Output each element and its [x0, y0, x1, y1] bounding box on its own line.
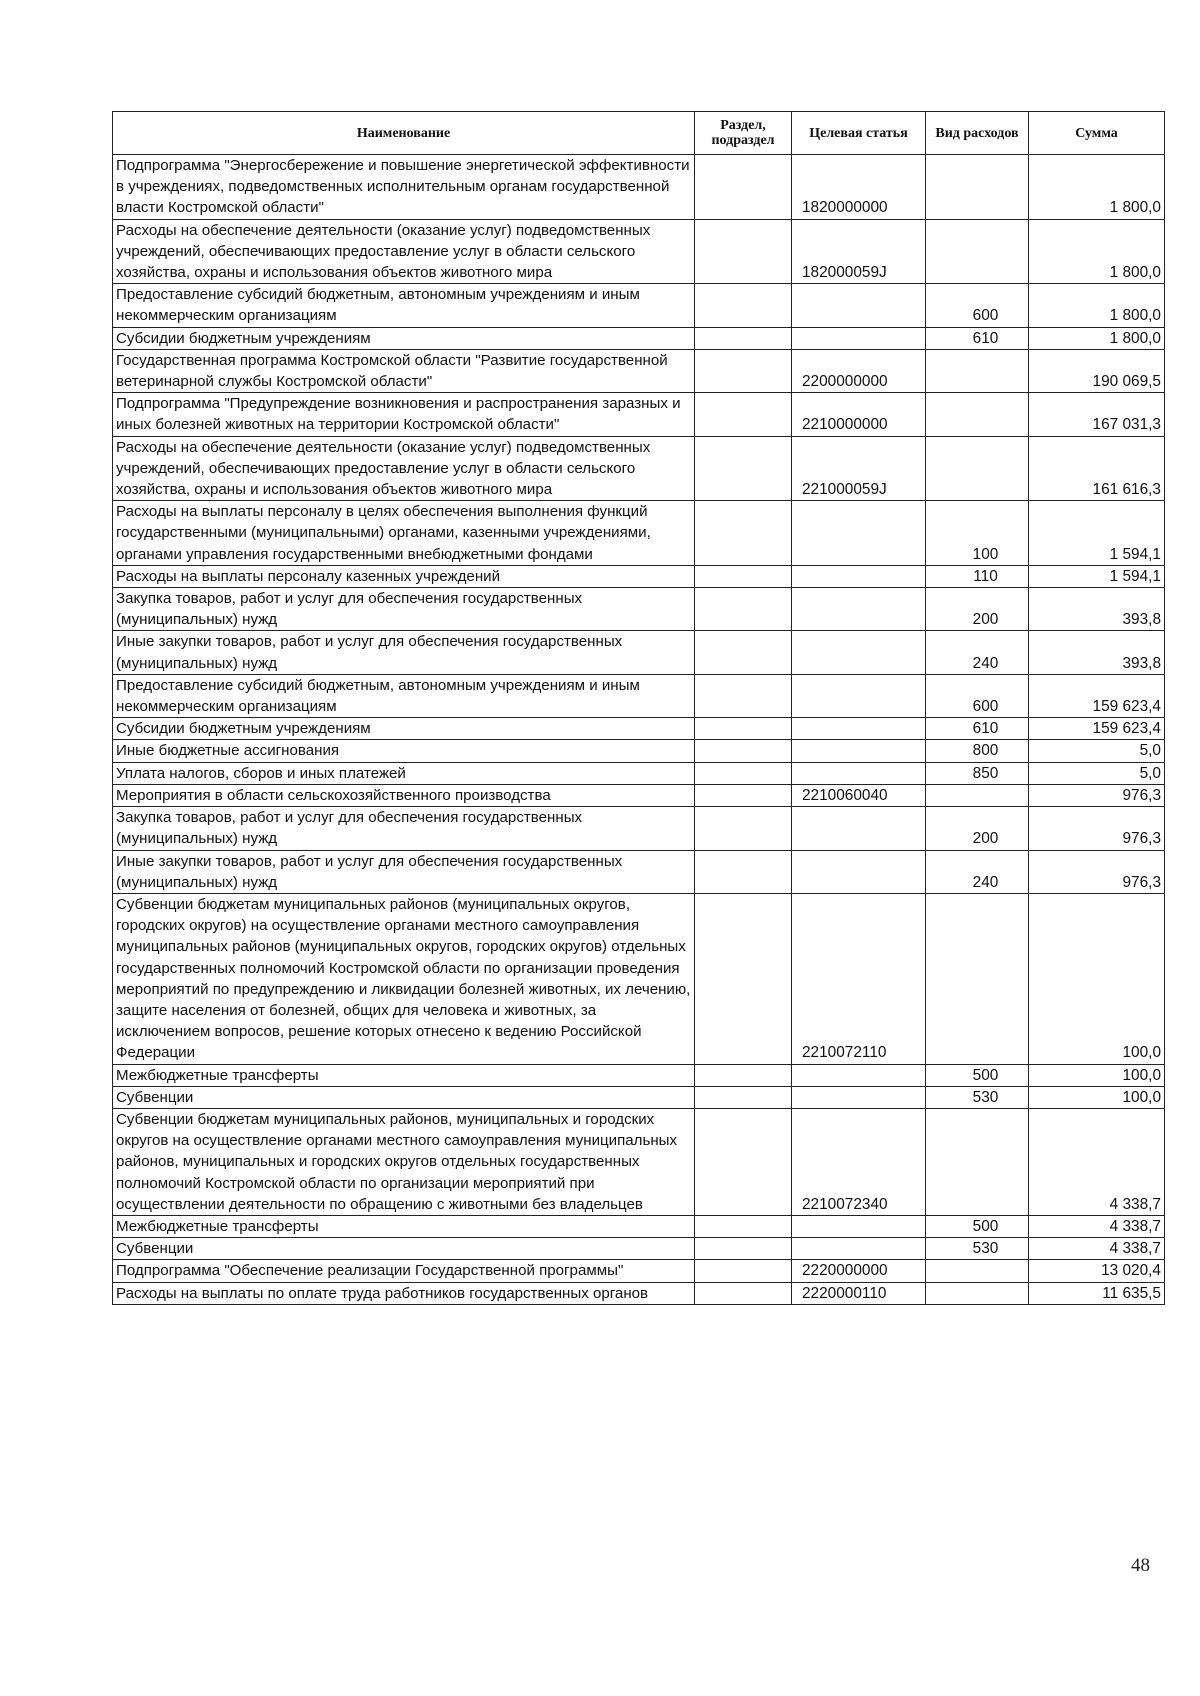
- table-row: [113, 588, 1165, 631]
- row-sum-cell: 100,0: [1029, 893, 1165, 1064]
- row-sum-cell: 1 594,1: [1029, 565, 1165, 587]
- table-header-row: [113, 112, 1165, 155]
- row-section-cell: [695, 284, 792, 327]
- table-row: [113, 850, 1165, 893]
- row-section-cell: [695, 850, 792, 893]
- row-section-cell: [695, 1086, 792, 1108]
- row-name-cell: Подпрограмма "Предупреждение возникновения и распространения заразных и иных болезней животных на территории Костромской области": [113, 393, 695, 436]
- row-sum-cell: 1 594,1: [1029, 501, 1165, 566]
- row-target-cell: [792, 501, 926, 566]
- row-sum-cell: 159 623,4: [1029, 718, 1165, 740]
- row-name-cell: Расходы на обеспечение деятельности (оказание услуг) подведомственных учреждений, обеспечивающих предоставление услуг в области сельского хозяйства, охраны и использования объектов животного мира: [113, 219, 695, 284]
- table-row: [113, 762, 1165, 784]
- page-number: 48: [1131, 1555, 1150, 1576]
- row-target-cell: 2210072340: [792, 1108, 926, 1215]
- row-sum-cell: 161 616,3: [1029, 436, 1165, 501]
- row-kind-cell: [926, 155, 1029, 220]
- row-kind-cell: [926, 1260, 1029, 1282]
- row-sum-cell: 4 338,7: [1029, 1108, 1165, 1215]
- row-sum-cell: 1 800,0: [1029, 155, 1165, 220]
- table-row: [113, 565, 1165, 587]
- row-kind-cell: 610: [926, 718, 1029, 740]
- row-kind-cell: [926, 349, 1029, 392]
- row-kind-cell: [926, 393, 1029, 436]
- row-kind-cell: [926, 219, 1029, 284]
- row-name-cell: Субвенции: [113, 1238, 695, 1260]
- row-sum-cell: 190 069,5: [1029, 349, 1165, 392]
- row-section-cell: [695, 1064, 792, 1086]
- table-row: [113, 1064, 1165, 1086]
- row-name-cell: Государственная программа Костромской области "Развитие государственной ветеринарной службы Костромской области": [113, 349, 695, 392]
- table-row: [113, 740, 1165, 762]
- table-row: [113, 893, 1165, 1064]
- row-name-cell: Иные бюджетные ассигнования: [113, 740, 695, 762]
- row-section-cell: [695, 631, 792, 674]
- row-section-cell: [695, 155, 792, 220]
- table-row: [113, 1086, 1165, 1108]
- row-kind-cell: 600: [926, 674, 1029, 717]
- row-name-cell: Уплата налогов, сборов и иных платежей: [113, 762, 695, 784]
- row-sum-cell: 4 338,7: [1029, 1215, 1165, 1237]
- row-section-cell: [695, 1282, 792, 1304]
- row-section-cell: [695, 893, 792, 1064]
- row-target-cell: [792, 631, 926, 674]
- row-kind-cell: 200: [926, 807, 1029, 850]
- table-row: [113, 349, 1165, 392]
- row-name-cell: Мероприятия в области сельскохозяйственного производства: [113, 784, 695, 806]
- row-target-cell: 1820000000: [792, 155, 926, 220]
- table-row: [113, 1238, 1165, 1260]
- row-kind-cell: 600: [926, 284, 1029, 327]
- row-name-cell: Иные закупки товаров, работ и услуг для обеспечения государственных (муниципальных) нужд: [113, 631, 695, 674]
- row-name-cell: Субсидии бюджетным учреждениям: [113, 327, 695, 349]
- row-kind-cell: 110: [926, 565, 1029, 587]
- row-kind-cell: 200: [926, 588, 1029, 631]
- row-target-cell: [792, 588, 926, 631]
- row-kind-cell: 530: [926, 1086, 1029, 1108]
- row-target-cell: [792, 1215, 926, 1237]
- row-name-cell: Иные закупки товаров, работ и услуг для обеспечения государственных (муниципальных) нужд: [113, 850, 695, 893]
- row-name-cell: Расходы на выплаты персоналу казенных учреждений: [113, 565, 695, 587]
- row-section-cell: [695, 1108, 792, 1215]
- row-section-cell: [695, 327, 792, 349]
- row-name-cell: Расходы на обеспечение деятельности (оказание услуг) подведомственных учреждений, обеспечивающих предоставление услуг в области сельского хозяйства, охраны и использования объектов животного мира: [113, 436, 695, 501]
- row-target-cell: 2220000110: [792, 1282, 926, 1304]
- row-name-cell: Субвенции бюджетам муниципальных районов (муниципальных округов, городских округов) на осуществление органами местного самоуправления муниципальных районов (муниципальных округов, городских округов) отдельных государственных полномочий Костромской области по организации проведения мероприятий по предупреждению и ликвидации болезней животных, их лечению, защите населения от болезней, общих для человека и животных, за исключением вопросов, решение которых отнесено к ведению Российской Федерации: [113, 893, 695, 1064]
- row-kind-cell: 240: [926, 631, 1029, 674]
- row-section-cell: [695, 501, 792, 566]
- row-name-cell: Субвенции: [113, 1086, 695, 1108]
- header-name: Наименование: [113, 112, 695, 155]
- row-target-cell: 221000059J: [792, 436, 926, 501]
- table-row: [113, 501, 1165, 566]
- header-kind: Вид расходов: [926, 112, 1029, 155]
- row-kind-cell: 100: [926, 501, 1029, 566]
- row-section-cell: [695, 219, 792, 284]
- row-section-cell: [695, 436, 792, 501]
- table-body: [113, 155, 1165, 1305]
- row-section-cell: [695, 588, 792, 631]
- row-target-cell: 2210000000: [792, 393, 926, 436]
- row-kind-cell: [926, 436, 1029, 501]
- row-sum-cell: 976,3: [1029, 784, 1165, 806]
- row-sum-cell: 5,0: [1029, 740, 1165, 762]
- table-row: [113, 1282, 1165, 1304]
- row-sum-cell: 100,0: [1029, 1086, 1165, 1108]
- row-name-cell: Субсидии бюджетным учреждениям: [113, 718, 695, 740]
- row-section-cell: [695, 718, 792, 740]
- table-row: [113, 219, 1165, 284]
- row-sum-cell: 393,8: [1029, 588, 1165, 631]
- row-section-cell: [695, 349, 792, 392]
- row-target-cell: [792, 327, 926, 349]
- row-target-cell: [792, 565, 926, 587]
- row-section-cell: [695, 565, 792, 587]
- row-sum-cell: 976,3: [1029, 850, 1165, 893]
- row-target-cell: 2220000000: [792, 1260, 926, 1282]
- row-sum-cell: 13 020,4: [1029, 1260, 1165, 1282]
- table-row: [113, 631, 1165, 674]
- row-kind-cell: 850: [926, 762, 1029, 784]
- table-row: [113, 807, 1165, 850]
- row-sum-cell: 1 800,0: [1029, 327, 1165, 349]
- row-name-cell: Субвенции бюджетам муниципальных районов, муниципальных и городских округов на осуществление органами местного самоуправления муниципальных районов, муниципальных и городских округов отдельных государственных полномочий Костромской области по организации мероприятий при осуществлении деятельности по обращению с животными без владельцев: [113, 1108, 695, 1215]
- row-sum-cell: 4 338,7: [1029, 1238, 1165, 1260]
- row-sum-cell: 5,0: [1029, 762, 1165, 784]
- row-name-cell: Подпрограмма "Обеспечение реализации Государственной программы": [113, 1260, 695, 1282]
- row-kind-cell: [926, 1108, 1029, 1215]
- row-target-cell: [792, 740, 926, 762]
- row-name-cell: Предоставление субсидий бюджетным, автономным учреждениям и иным некоммерческим организациям: [113, 674, 695, 717]
- row-name-cell: Межбюджетные трансферты: [113, 1215, 695, 1237]
- row-section-cell: [695, 807, 792, 850]
- row-kind-cell: [926, 893, 1029, 1064]
- row-sum-cell: 159 623,4: [1029, 674, 1165, 717]
- row-target-cell: [792, 1238, 926, 1260]
- row-sum-cell: 393,8: [1029, 631, 1165, 674]
- row-kind-cell: 530: [926, 1238, 1029, 1260]
- row-target-cell: [792, 674, 926, 717]
- row-sum-cell: 11 635,5: [1029, 1282, 1165, 1304]
- row-target-cell: 182000059J: [792, 219, 926, 284]
- table-row: [113, 1108, 1165, 1215]
- table-row: [113, 1215, 1165, 1237]
- row-target-cell: 2210072110: [792, 893, 926, 1064]
- table-row: [113, 284, 1165, 327]
- row-section-cell: [695, 1238, 792, 1260]
- row-target-cell: [792, 1064, 926, 1086]
- row-kind-cell: 800: [926, 740, 1029, 762]
- row-kind-cell: [926, 784, 1029, 806]
- row-name-cell: Расходы на выплаты по оплате труда работников государственных органов: [113, 1282, 695, 1304]
- row-section-cell: [695, 1215, 792, 1237]
- row-target-cell: 2210060040: [792, 784, 926, 806]
- table-row: [113, 327, 1165, 349]
- row-sum-cell: 100,0: [1029, 1064, 1165, 1086]
- row-target-cell: [792, 284, 926, 327]
- table-row: [113, 718, 1165, 740]
- table-row: [113, 674, 1165, 717]
- row-target-cell: [792, 762, 926, 784]
- row-section-cell: [695, 784, 792, 806]
- header-section: Раздел, подраздел: [695, 112, 792, 155]
- row-target-cell: [792, 1086, 926, 1108]
- row-sum-cell: 1 800,0: [1029, 219, 1165, 284]
- table-row: [113, 155, 1165, 220]
- header-sum: Сумма: [1029, 112, 1165, 155]
- row-section-cell: [695, 674, 792, 717]
- row-kind-cell: 500: [926, 1064, 1029, 1086]
- table-row: [113, 1260, 1165, 1282]
- row-name-cell: Межбюджетные трансферты: [113, 1064, 695, 1086]
- table-row: [113, 784, 1165, 806]
- row-target-cell: [792, 807, 926, 850]
- header-target: Целевая статья: [792, 112, 926, 155]
- budget-table: [112, 111, 1165, 1305]
- row-sum-cell: 976,3: [1029, 807, 1165, 850]
- row-sum-cell: 1 800,0: [1029, 284, 1165, 327]
- table-row: [113, 436, 1165, 501]
- row-sum-cell: 167 031,3: [1029, 393, 1165, 436]
- row-section-cell: [695, 393, 792, 436]
- row-name-cell: Закупка товаров, работ и услуг для обеспечения государственных (муниципальных) нужд: [113, 807, 695, 850]
- row-target-cell: [792, 718, 926, 740]
- row-section-cell: [695, 762, 792, 784]
- row-name-cell: Закупка товаров, работ и услуг для обеспечения государственных (муниципальных) нужд: [113, 588, 695, 631]
- row-kind-cell: 240: [926, 850, 1029, 893]
- row-name-cell: Расходы на выплаты персоналу в целях обеспечения выполнения функций государственными (муниципальными) органами, казенными учреждениями, органами управления государственными внебюджетными фондами: [113, 501, 695, 566]
- table-row: [113, 393, 1165, 436]
- row-section-cell: [695, 740, 792, 762]
- row-section-cell: [695, 1260, 792, 1282]
- row-name-cell: Подпрограмма "Энергосбережение и повышение энергетической эффективности в учреждениях, подведомственных исполнительным органам государственной власти Костромской области": [113, 155, 695, 220]
- row-target-cell: 2200000000: [792, 349, 926, 392]
- row-kind-cell: 610: [926, 327, 1029, 349]
- row-kind-cell: 500: [926, 1215, 1029, 1237]
- row-name-cell: Предоставление субсидий бюджетным, автономным учреждениям и иным некоммерческим организациям: [113, 284, 695, 327]
- row-target-cell: [792, 850, 926, 893]
- row-kind-cell: [926, 1282, 1029, 1304]
